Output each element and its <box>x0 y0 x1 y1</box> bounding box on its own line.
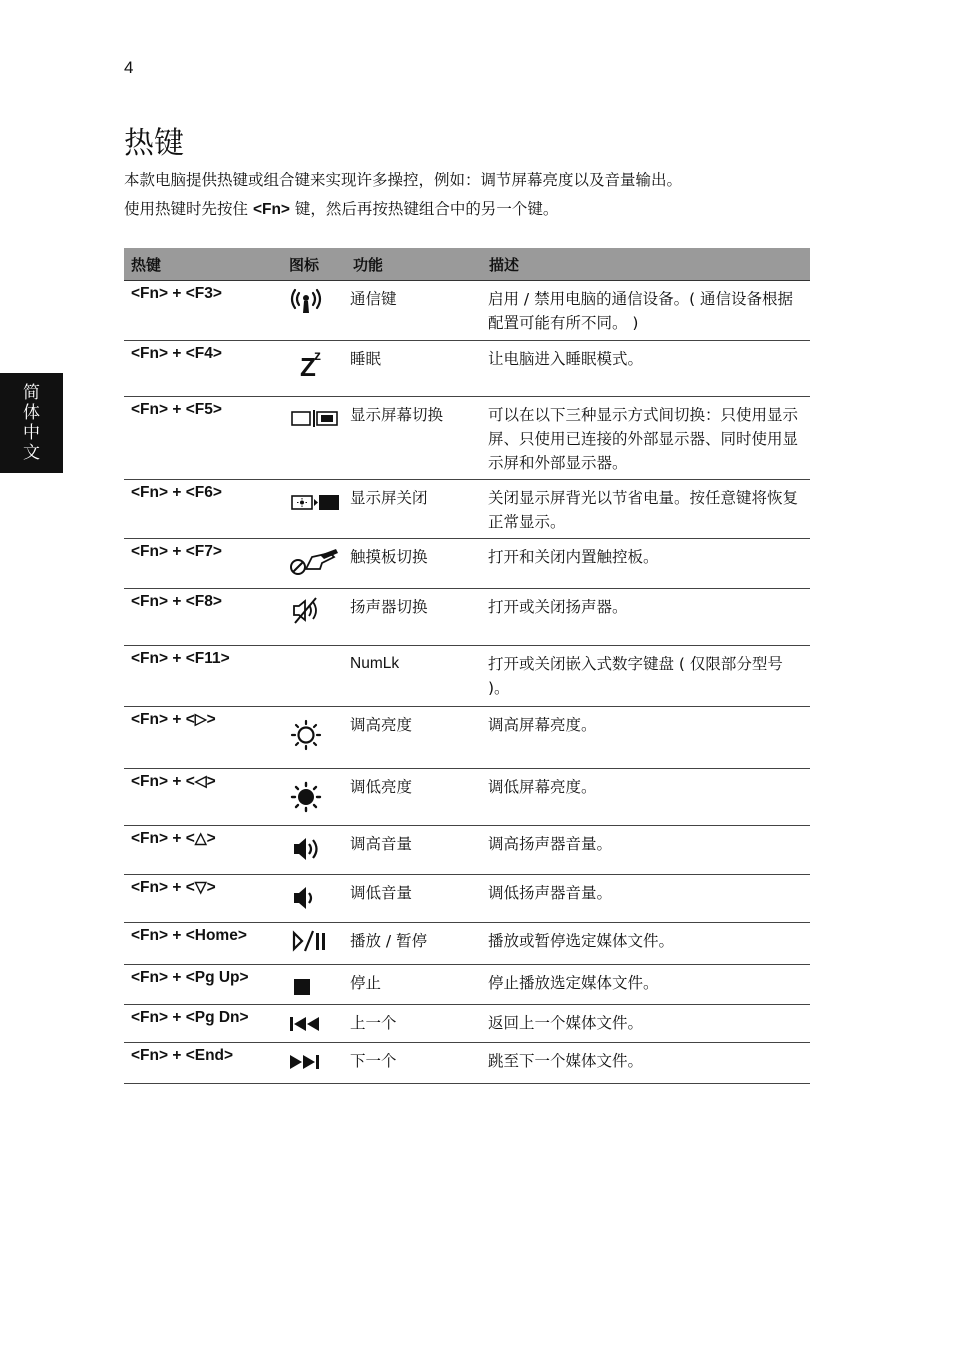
function-cell: 调高音量 <box>346 826 482 875</box>
language-side-tab <box>0 373 63 473</box>
description-cell: 跳至下一个媒体文件。 <box>482 1043 810 1084</box>
volume-up-icon <box>282 830 346 864</box>
intro-line-2-pre: 使用热键时先按住 <box>124 200 253 218</box>
svg-text:Z: Z <box>300 352 316 379</box>
description-cell: 调高屏幕亮度。 <box>482 707 810 769</box>
icon-cell <box>282 965 346 1005</box>
hotkey-cell: <Fn> + <F5> <box>124 397 282 480</box>
intro-fn-key: <Fn> <box>252 201 290 218</box>
header-hotkey: 热键 <box>124 248 282 281</box>
icon-cell <box>282 397 346 480</box>
icon-cell <box>282 646 346 707</box>
function-cell: 调高亮度 <box>346 707 482 769</box>
next-track-icon <box>282 1047 346 1073</box>
description-cell: 调低屏幕亮度。 <box>482 769 810 826</box>
function-cell: NumLk <box>346 646 482 707</box>
hotkey-cell: <Fn> + <Home> <box>124 923 282 965</box>
table-row <box>124 923 810 965</box>
icon-cell <box>282 480 346 539</box>
function-cell: 下一个 <box>346 1043 482 1084</box>
table-row <box>124 539 810 589</box>
table-row <box>124 646 810 707</box>
wireless-antenna-icon <box>282 285 346 317</box>
icon-cell <box>282 707 346 769</box>
function-cell: 调低音量 <box>346 875 482 923</box>
page-number: 4 <box>124 58 134 77</box>
intro-line-2-post: 键，然后再按热键组合中的另一个键。 <box>289 200 559 218</box>
brightness-down-icon <box>282 773 346 813</box>
description-cell: 调高扬声器音量。 <box>482 826 810 875</box>
hotkey-cell: <Fn> + <F4> <box>124 341 282 397</box>
icon-cell <box>282 875 346 923</box>
description-cell: 打开和关闭内置触控板。 <box>482 539 810 589</box>
hotkey-table <box>124 248 810 1084</box>
brightness-up-icon <box>282 711 346 751</box>
icon-cell <box>282 769 346 826</box>
table-row <box>124 875 810 923</box>
table-row <box>124 281 810 341</box>
hotkey-cell: <Fn> + <F7> <box>124 539 282 589</box>
hotkey-cell: <Fn> + <F11> <box>124 646 282 707</box>
function-cell: 上一个 <box>346 1005 482 1043</box>
description-cell: 播放或暂停选定媒体文件。 <box>482 923 810 965</box>
volume-down-icon <box>282 879 346 913</box>
stop-icon <box>282 969 346 999</box>
icon-cell <box>282 923 346 965</box>
table-row <box>124 769 810 826</box>
hotkey-cell: <Fn> + <End> <box>124 1043 282 1084</box>
table-row <box>124 707 810 769</box>
sleep-zz-icon <box>282 345 346 379</box>
table-row <box>124 341 810 397</box>
touchpad-toggle-icon <box>282 543 346 577</box>
page-title: 热键 <box>124 126 184 161</box>
table-row <box>124 589 810 646</box>
hotkey-cell: <Fn> + <F8> <box>124 589 282 646</box>
description-cell: 打开或关闭扬声器。 <box>482 589 810 646</box>
description-cell: 关闭显示屏背光以节省电量。按任意键将恢复正常显示。 <box>482 480 810 539</box>
display-off-icon <box>282 484 346 514</box>
header-function: 功能 <box>346 248 482 281</box>
table-row <box>124 965 810 1005</box>
function-cell: 通信键 <box>346 281 482 341</box>
icon-cell <box>282 589 346 646</box>
icon-cell <box>282 1043 346 1084</box>
display-toggle-icon <box>282 401 346 431</box>
function-cell: 播放 / 暂停 <box>346 923 482 965</box>
hotkey-cell: <Fn> + <▽> <box>124 875 282 923</box>
table-row <box>124 1043 810 1084</box>
hotkey-cell: <Fn> + <△> <box>124 826 282 875</box>
header-description: 描述 <box>482 248 810 281</box>
intro-line-1: 本款电脑提供热键或组合键来实现许多操控，例如：调节屏幕亮度以及音量输出。 <box>124 171 683 189</box>
icon-cell <box>282 826 346 875</box>
description-cell: 打开或关闭嵌入式数字键盘 ( 仅限部分型号 )。 <box>482 646 810 707</box>
hotkey-cell: <Fn> + <F6> <box>124 480 282 539</box>
previous-track-icon <box>282 1009 346 1035</box>
description-cell: 可以在以下三种显示方式间切换：只使用显示屏、只使用已连接的外部显示器、同时使用显示屏和外部显示器。 <box>482 397 810 480</box>
speaker-mute-icon <box>282 593 346 627</box>
hotkey-cell: <Fn> + <Pg Up> <box>124 965 282 1005</box>
description-cell: 启用 / 禁用电脑的通信设备。( 通信设备根据配置可能有所不同。 ) <box>482 281 810 341</box>
table-row <box>124 397 810 480</box>
function-cell: 停止 <box>346 965 482 1005</box>
hotkey-cell: <Fn> + <Pg Dn> <box>124 1005 282 1043</box>
description-cell: 返回上一个媒体文件。 <box>482 1005 810 1043</box>
svg-text:z: z <box>314 347 321 363</box>
function-cell: 扬声器切换 <box>346 589 482 646</box>
intro-text <box>124 166 824 224</box>
function-cell: 睡眠 <box>346 341 482 397</box>
icon-cell <box>282 539 346 589</box>
hotkey-cell: <Fn> + <▷> <box>124 707 282 769</box>
hotkey-cell: <Fn> + <◁> <box>124 769 282 826</box>
description-cell: 调低扬声器音量。 <box>482 875 810 923</box>
language-side-tab-label: 简体中文 <box>23 383 40 463</box>
table-row <box>124 826 810 875</box>
function-cell: 触摸板切换 <box>346 539 482 589</box>
description-cell: 停止播放选定媒体文件。 <box>482 965 810 1005</box>
function-cell: 调低亮度 <box>346 769 482 826</box>
table-row <box>124 1005 810 1043</box>
play-pause-icon <box>282 927 346 957</box>
icon-cell <box>282 341 346 397</box>
table-row <box>124 480 810 539</box>
icon-cell <box>282 281 346 341</box>
description-cell: 让电脑进入睡眠模式。 <box>482 341 810 397</box>
function-cell: 显示屏关闭 <box>346 480 482 539</box>
header-icon: 图标 <box>282 248 346 281</box>
icon-cell <box>282 1005 346 1043</box>
function-cell: 显示屏幕切换 <box>346 397 482 480</box>
table-header-row <box>124 248 810 281</box>
hotkey-cell: <Fn> + <F3> <box>124 281 282 341</box>
